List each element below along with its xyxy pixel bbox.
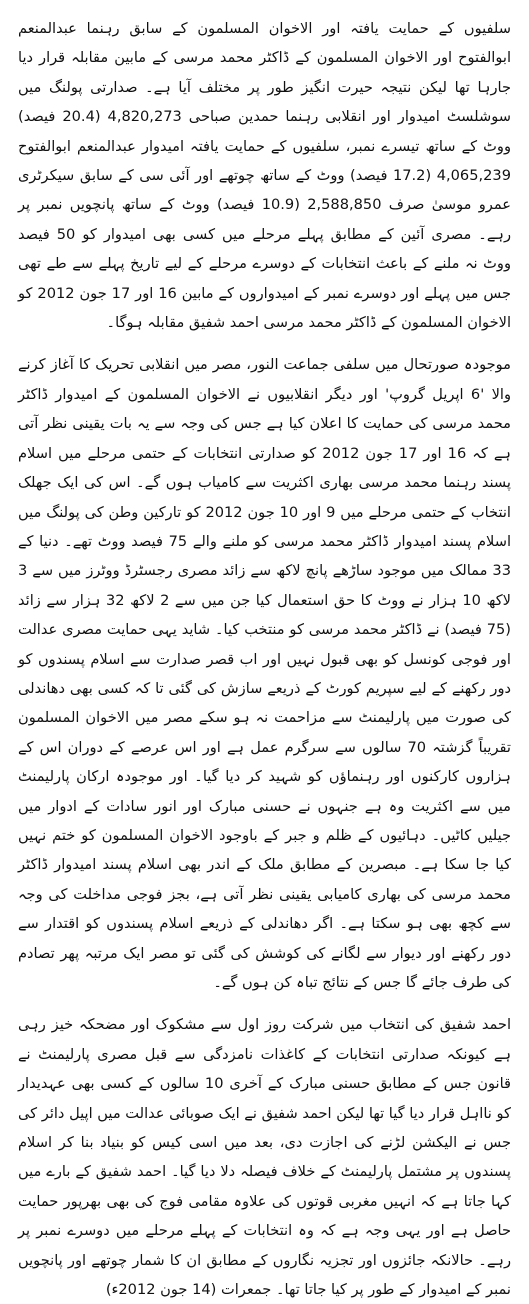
article-paragraph-3: احمد شفیق کی انتخاب میں شرکت روز اول سے مشکوک اور مضحکہ خیز رہی ہے کیونکہ صدارتی انتخابات کے کاغذات نامزدگی سے قبل مصری پارلیمنٹ نے قانون جس کے مطابق حسنی مبارک کے آخری 10 سالوں کے کسی بھی عہدیدار کو نااہل قرار دیا گیا تھا لیکن احمد شفیق نے ایک صوبائی عدالت میں اپیل دائر کی جس نے الیکشن لڑنے کی اجازت دی، بعد میں اسی کیس کو بنیاد بنا کر اسلام پسندوں پر مشتمل پارلیمنٹ کے خلاف فیصلہ دلا دیا گیا۔ احمد شفیق کے بارے میں کہا جاتا ہے کہ انہیں مغربی قوتوں کی علاوہ مقامی فوج کی بھی بھرپور حمایت حاصل ہے اور یہی وجہ ہے کہ وہ انتخابات کے پہلے مرحلے میں دوسرے نمبر پر رہے۔ حالانکہ جائزوں اور تجزیہ نگاروں کے مطابق ان کا شمار چوتھے اور پانچویں نمبر کے امیدوار کے طور پر کیا جاتا تھا۔ جمعرات (14 جون 2012ء) xyxy=(18,1016,511,1299)
article-body xyxy=(18,14,511,1304)
article-paragraph-2: موجودہ صورتحال میں سلفی جماعت النور، مصر میں انقلابی تحریک کا آغاز کرنے والا '6 اپریل گروپ' اور دیگر انقلابیوں نے الاخوان المسلمون کے امیدوار ڈاکٹر محمد مرسی کی حمایت کا اعلان کیا ہے جس کی وجہ سے یہ بات یقینی نظر آتی ہے کہ 16 اور 17 جون 2012 کو صدارتی انتخابات کے حتمی مرحلے میں اسلام پسند رہنما محمد مرسی بھاری اکثریت سے کامیاب ہوں گے۔ اس کی ایک جھلک انتخاب کے حتمی مرحلے میں 9 اور 10 جون 2012 کو تارکین وطن کی پولنگ میں اسلام پسند امیدوار ڈاکٹر محمد مرسی کو ملنے والے 75 فیصد ووٹ تھے۔ دنیا کے 33 ممالک میں موجود ساڑھے پانچ لاکھ سے زائد مصری رجسٹرڈ ووٹرز میں سے 3 لاکھ 10 ہزار نے ووٹ کا حق استعمال کیا جن میں سے 2 لاکھ 32 ہزار سے زائد (75 فیصد) نے ڈاکٹر محمد مرسی کو منتخب کیا۔ شاید یہی حمایت مصری عدالت اور فوجی کونسل کو بھی قبول نہیں اور اب قصر صدارت سے اسلام پسندوں کو دور رکھنے کے لیے سپریم کورٹ کے ذریعے سازش کی گئی تا کہ کسی بھی دھاندلی کی صورت میں پارلیمنٹ سے مزاحمت نہ ہو سکے مصر میں الاخوان المسلمون تقریباً گزشتہ 70 سالوں سے سرگرم عمل ہے اور اس عرصے کے دوران اس کے ہزاروں کارکنوں اور رہنماؤں کو شہید کر دیا گیا۔ اور موجودہ ارکان پارلیمنٹ میں سے اکثریت وہ ہے جنہوں نے حسنی مبارک اور انور سادات کے ادوار میں جیلیں کاٹیں۔ دہائیوں کے ظلم و جبر کے باوجود الاخوان المسلمون کو ختم نہیں کیا جا سکا ہے۔ مبصرین کے مطابق ملک کے اندر بھی اسلام پسند امیدوار ڈاکٹر محمد مرسی کی بھاری کامیابی یقینی نظر آتی ہے، بجز فوجی مداخلت کی وجہ سے کچھ بھی ہو سکتا ہے۔ اگر دھاندلی کے ذریعے اسلام پسندوں کو اقتدار سے دور رکھنے اور دیوار سے لگانے کی کوشش کی گئی تو مصر ایک مرتبہ پھر تصادم کی طرف جائے گا جس کے نتائج تباہ کن ہوں گے۔ xyxy=(18,356,511,991)
article-paragraph-1: سلفیوں کے حمایت یافتہ اور الاخوان المسلمون کے سابق رہنما عبدالمنعم ابوالفتوح اور الاخوان المسلمون کے ڈاکٹر محمد مرسی کے مابین مقابلہ قرار دیا جارہا تھا لیکن نتیجہ حیرت انگیز طور پر مختلف آیا ہے۔ صدارتی پولنگ میں سوشلسٹ امیدوار اور انقلابی رہنما حمدین صباحی 4,820,273 (20.4 فیصد) ووٹ کے ساتھ تیسرے نمبر، سلفیوں کے حمایت یافتہ امیدوار عبدالمنعم ابوالفتوح 4,065,239 (17.2 فیصد) ووٹ کے ساتھ چوتھے اور آئی سی کے سابق سیکرٹری عمرو موسیٰ صرف 2,588,850 (10.9 فیصد) ووٹ کے ساتھ پانچویں نمبر پر رہے۔ مصری آئین کے مطابق پہلے مرحلے میں کسی بھی امیدوار کو 50 فیصد ووٹ نہ ملنے کے باعث انتخابات کے دوسرے مرحلے کے لیے تاریخ پہلے سے طے تھی جس میں پہلے اور دوسرے نمبر کے امیدواروں کے مابین 16 اور 17 جون 2012 کو الاخوان المسلمون کے ڈاکٹر محمد مرسی احمد شفیق مقابلہ ہوگا۔ xyxy=(18,20,512,332)
